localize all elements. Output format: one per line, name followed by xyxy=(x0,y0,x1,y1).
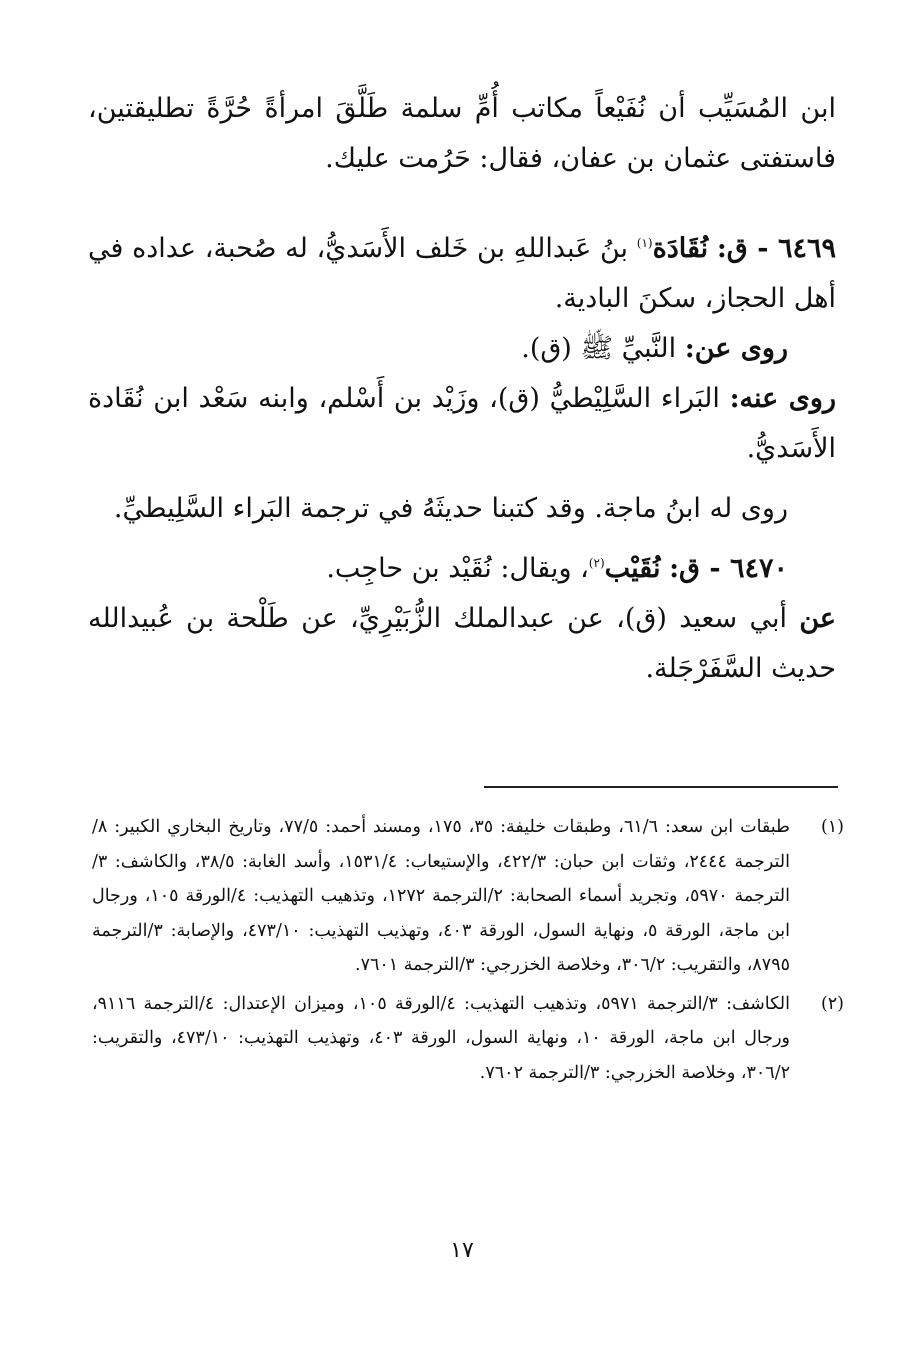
footnotes xyxy=(92,810,844,1094)
footnote-text: طبقات ابن سعد: ٦١/٦، وطبقات خليفة: ٣٥، ١٧٥، ومسند أحمد: ٧٧/٥، وتاريخ البخاري الكبير: ٨/الترجمة ٢٤٤٤، وثقات ابن حبان: ٤٢٢/٣، والإستيعاب: ١٥٣١/٤، وأسد الغابة: ٣٨/٥، والكاشف: ٣/الترجمة ٥٩٧٠، وتجريد أسماء الصحابة: ٢/الترجمة ١٢٧٢، وتذهيب التهذيب: ٤/الورقة ١٠٥، ورجال ابن ماجة، الورقة ٥، ونهاية السول، الورقة ٤٠٣، وتهذيب التهذيب: ٤٧٣/١٠، والإصابة: ٣/الترجمة ٨٧٩٥، والتقريب: ٣٠٦/٢، وخلاصة الخزرجي: ٣/الترجمة ٧٦٠١. xyxy=(92,817,790,975)
footnote-divider xyxy=(484,786,838,788)
entry-description: ، ويقال: نُقَيْد بن حاجِب. xyxy=(326,553,589,584)
narrated-by xyxy=(88,374,836,474)
continuation-paragraph: ابن المُسَيِّب أن نُفَيْعاً مكاتب أُمِّ سلمة طَلَّقَ امرأةً حُرَّةً تطليقتين، فاستفتى عثمان بن عفان، فقال: حَرُمت عليك. xyxy=(88,93,836,174)
page-number: ١٧ xyxy=(450,1238,474,1263)
footnote-text: الكاشف: ٣/الترجمة ٥٩٧١، وتذهيب التهذيب: ٤/الورقة ١٠٥، وميزان الإعتدال: ٤/الترجمة ٩١١٦، ورجال ابن ماجة، الورقة ١٠، ونهاية السول، الورقة ٤٠٣، وتهذيب التهذيب: ٤٧٣/١٠، والتقريب: ٣٠٦/٢، وخلاصة الخزرجي: ٣/الترجمة ٧٦٠٢. xyxy=(92,993,790,1083)
narrated-by-label: روى عنه: xyxy=(729,383,836,414)
footnote-item xyxy=(92,810,844,983)
entry-name: نُقَيْب xyxy=(604,553,661,584)
entry-6470-header xyxy=(88,544,836,594)
entry-number: ٦٤٦٩ - ق: xyxy=(716,233,836,264)
entry-number: ٦٤٧٠ - ق: xyxy=(669,553,788,584)
footnote-ref: (١) xyxy=(636,236,653,250)
footnote-number: (٢) xyxy=(820,993,844,1014)
narrated-from xyxy=(88,324,836,374)
footnote-number: (١) xyxy=(820,817,844,837)
narration-label: عن xyxy=(799,603,836,634)
narration-text: أبي سعيد (ق)، عن عبدالملك الزُّبَيْرِيِّ، عن طَلْحة بن عُبيدالله حديث السَّفَرْجَلة. xyxy=(88,603,836,684)
entry-description: بنُ عَبداللهِ بن خَلف الأَسَديُّ، له صُحبة، عداده في أهل الحجاز، سكنَ البادية. xyxy=(88,233,836,314)
entry-6469-header xyxy=(88,224,836,324)
entry-6469-note: روى له ابنُ ماجة. وقد كتبنا حديثَهُ في ترجمة البَراء السَّلِيطيِّ. xyxy=(113,493,788,524)
main-text xyxy=(88,84,836,694)
narrated-from-text: النَّبيِّ ﷺ (ق). xyxy=(521,333,677,364)
footnote-ref: (٢) xyxy=(588,556,605,570)
entry-name: نُقَادَة xyxy=(652,233,709,264)
footnote-item xyxy=(92,987,844,1091)
narrated-by-text: البَراء السَّلِيْطيُّ (ق)، وزَيْد بن أَسْلم، وابنه سَعْد ابن نُقَادة الأَسَديُّ. xyxy=(88,383,836,464)
entry-6470-narration xyxy=(88,594,836,694)
narrated-from-label: روى عن: xyxy=(684,333,788,364)
